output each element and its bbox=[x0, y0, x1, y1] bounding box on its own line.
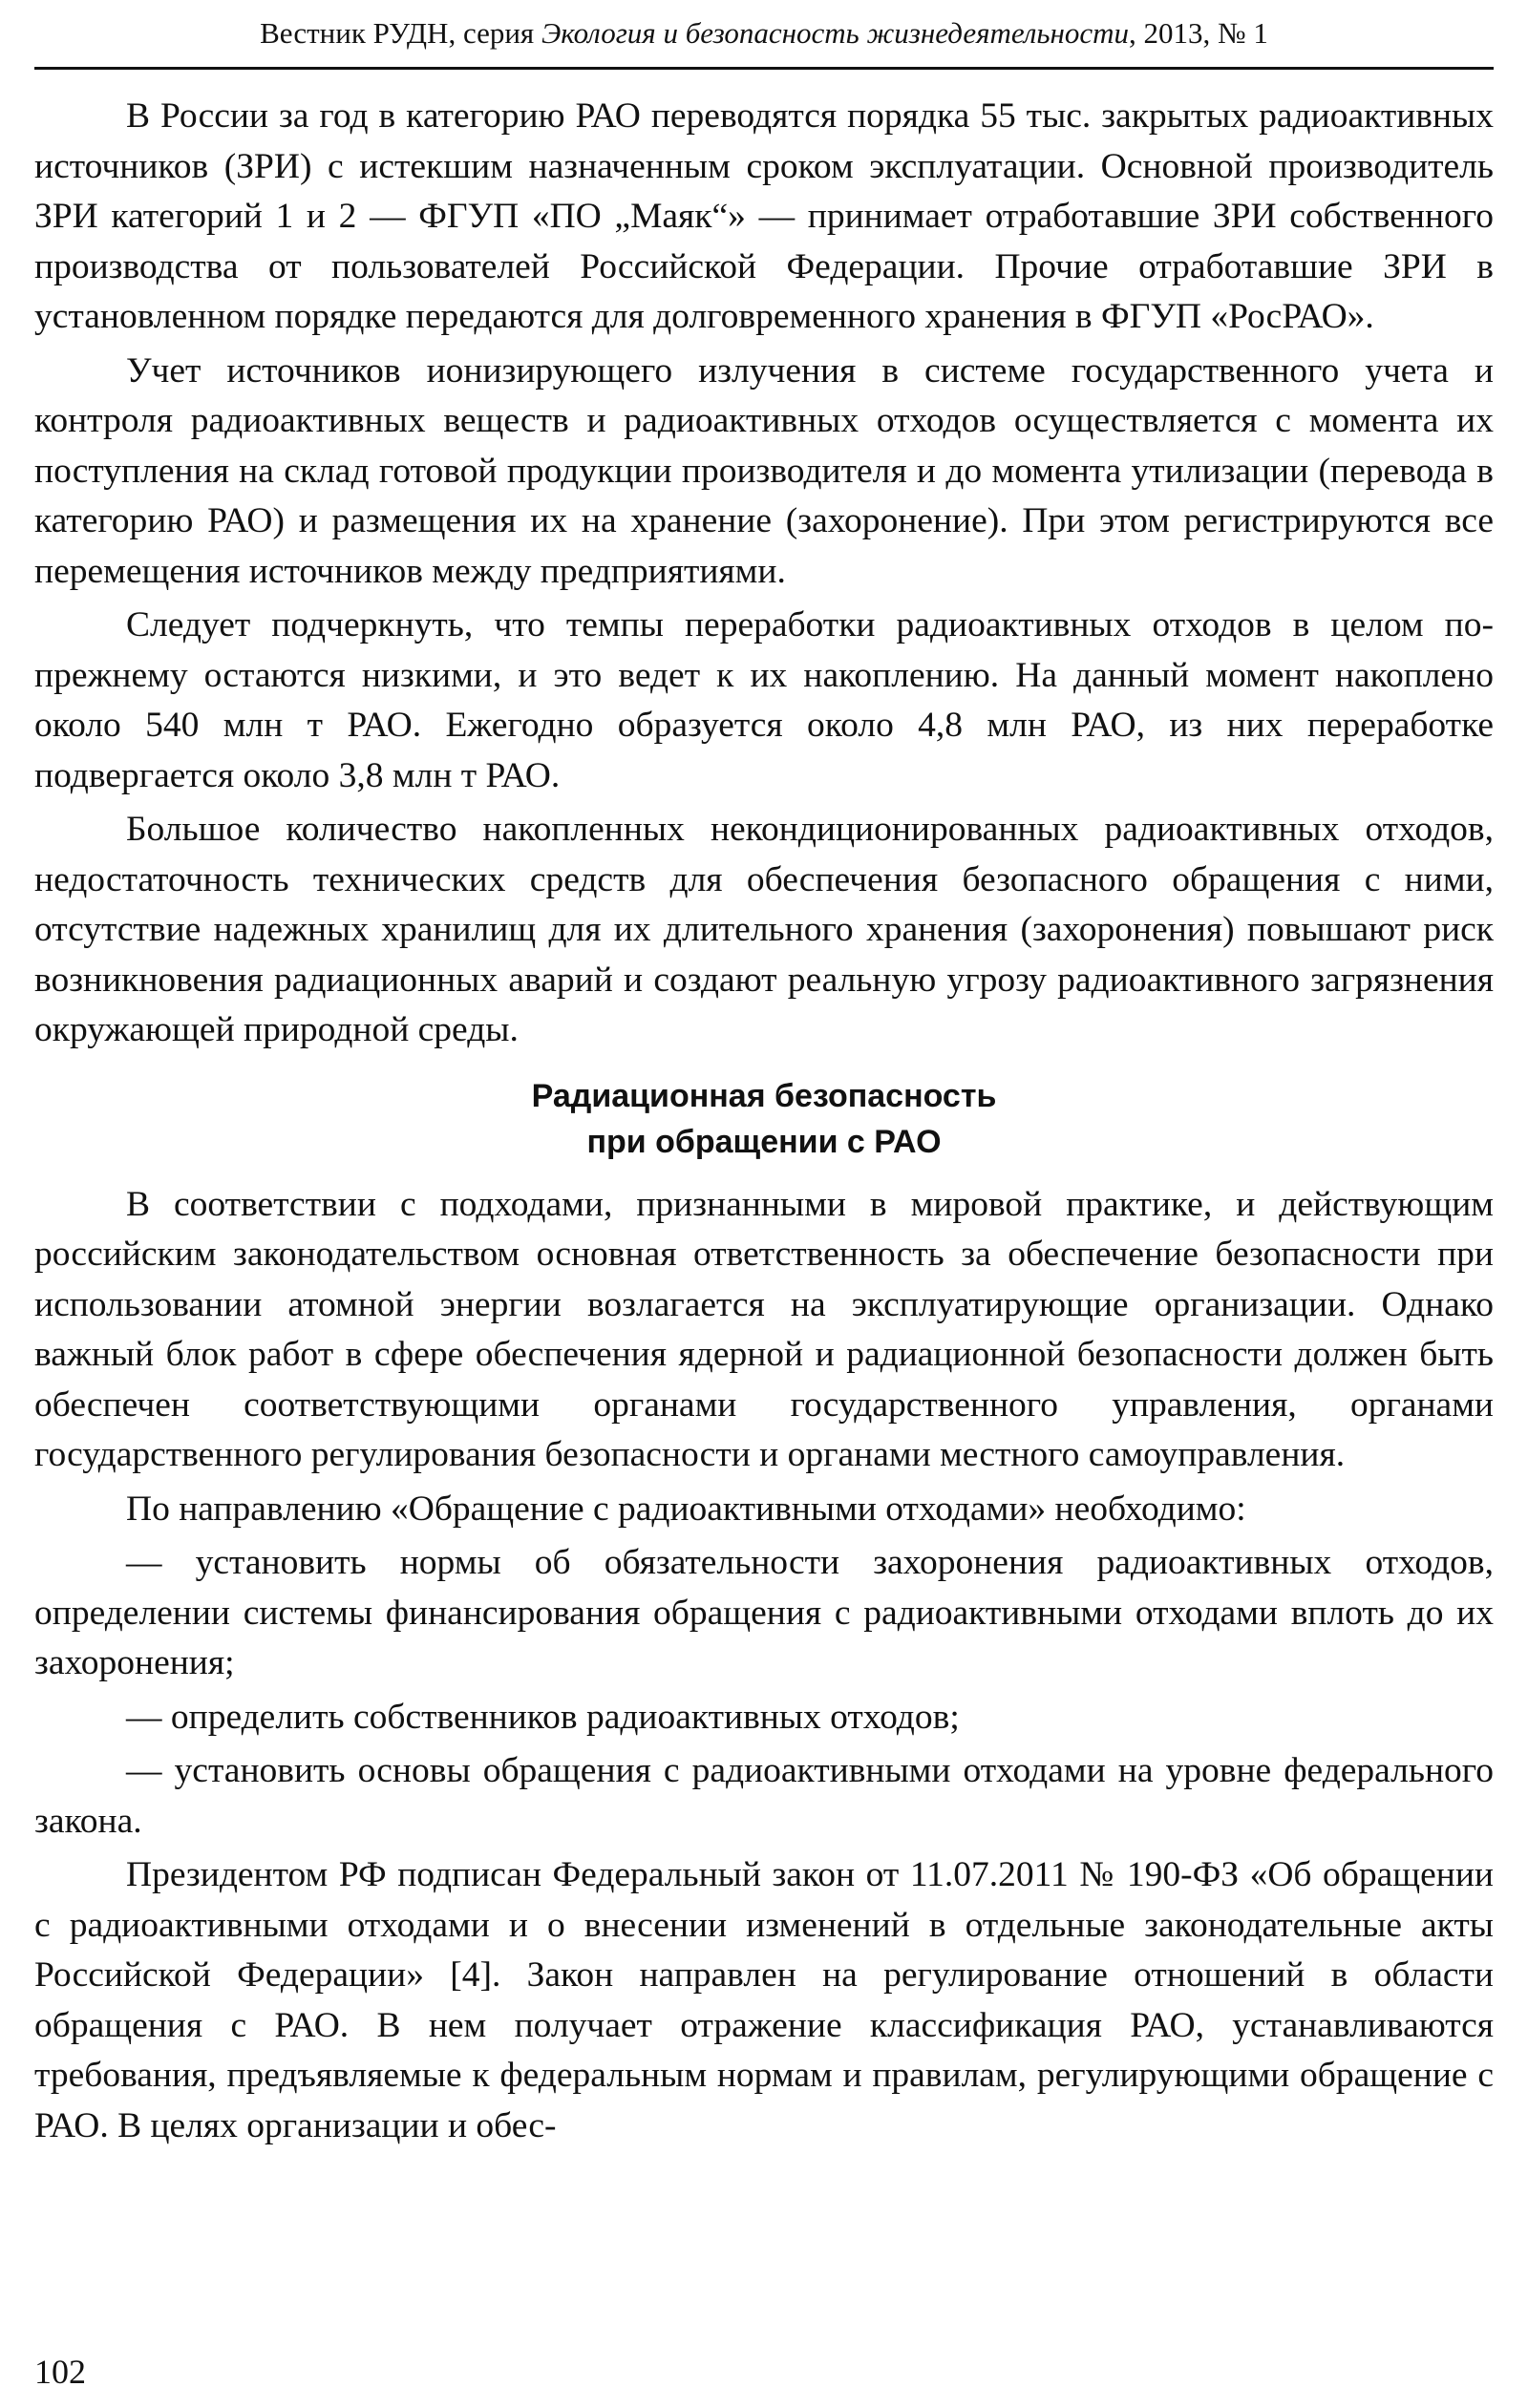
page-header bbox=[34, 11, 1494, 70]
list-item-owners: — определить собственников радиоактивных отходов; bbox=[126, 1697, 960, 1737]
paragraph-source-accounting: Учет источников ионизирующего излучения в системе государственного учета и контроля радиоактивных веществ и радиоактивных отходов осуществляется с момента их поступления на склад готовой продукции производителя и до момента утилизации (перевода в категорию РАО) и размещения их на хранение (захоронение). При этом регистрируются все перемещения источников между предприятиями. bbox=[34, 350, 1494, 591]
paragraph-accumulated-waste-risk: Большое количество накопленных некондиционированных радиоактивных отходов, недостаточность технических средств для обеспечения безопасного обращения с ними, отсутствие надежных хранилищ для их длительного хранения (захоронения) повышают риск возникновения радиационных аварий и создают реальную угрозу радиоактивного загрязнения окружающей природной среды. bbox=[34, 810, 1494, 1049]
header-journal: Вестник РУДН, серия bbox=[260, 16, 541, 50]
paragraph-responsibility: В соответствии с подходами, признанными в мировой практике, и действующим российским законодательством основная ответственность за обеспечение безопасности при использовании атомной энергии возлагается на эксплуатирующие организации. Однако важный блок работ в сфере обеспечения ядерной и радиационной безопасности должен быть обеспечен соответствующими органами государственного управления, органами государственного регулирования безопасности и органами местного самоуправления. bbox=[34, 1184, 1494, 1474]
section-heading-line-1: Радиационная безопасность bbox=[531, 1077, 997, 1114]
article-body bbox=[34, 92, 1494, 2155]
paragraph-zri-transfer: В России за год в категорию РАО переводятся порядка 55 тыс. закрытых радиоактивных источников (ЗРИ) с истекшим назначенным сроком эксплуатации. Основной производитель ЗРИ категорий 1 и 2 — ФГУП «ПО „Маяк“» — принимает отработавшие ЗРИ собственного производства от пользователей Российской Федерации. Прочие отработавшие ЗРИ в установленном порядке передаются для долговременного хранения в ФГУП «РосРАО». bbox=[34, 96, 1494, 336]
page-number: 102 bbox=[34, 2353, 86, 2391]
paragraph-processing-rates: Следует подчеркнуть, что темпы переработки радиоактивных отходов в целом по-прежнему остаются низкими, и это ведет к их накоплению. На данный момент накоплено около 540 млн т РАО. Ежегодно образуется около 4,8 млн РАО, из них переработке подвергается около 3,8 млн т РАО. bbox=[34, 605, 1494, 795]
header-series: Экология и безопасность жизнедеятельности bbox=[541, 16, 1130, 50]
header-issue: , 2013, № 1 bbox=[1129, 16, 1268, 50]
section-heading bbox=[34, 1073, 1494, 1165]
section-heading-line-2: при обращении с РАО bbox=[586, 1123, 942, 1160]
list-item-federal-law: — установить основы обращения с радиоактивными отходами на уровне федерального закона. bbox=[34, 1751, 1494, 1841]
list-item-burial-norms: — установить нормы об обязательности захоронения радиоактивных отходов, определении системы финансирования обращения с радиоактивными отходами вплоть до их захоронения; bbox=[34, 1543, 1494, 1682]
paragraph-direction-intro: По направлению «Обращение с радиоактивными отходами» необходимо: bbox=[126, 1489, 1246, 1529]
paragraph-federal-law-190: Президентом РФ подписан Федеральный закон от 11.07.2011 № 190-ФЗ «Об обращении с радиоактивными отходами и о внесении изменений в отдельные законодательные акты Российской Федерации» [4]. Закон направлен на регулирование отношений в области обращения с РАО. В нем получает отражение классификация РАО, устанавливаются требования, предъявляемые к федеральным нормам и правилам, регулирующими обращение с РАО. В целях организации и обес- bbox=[34, 1855, 1494, 2145]
